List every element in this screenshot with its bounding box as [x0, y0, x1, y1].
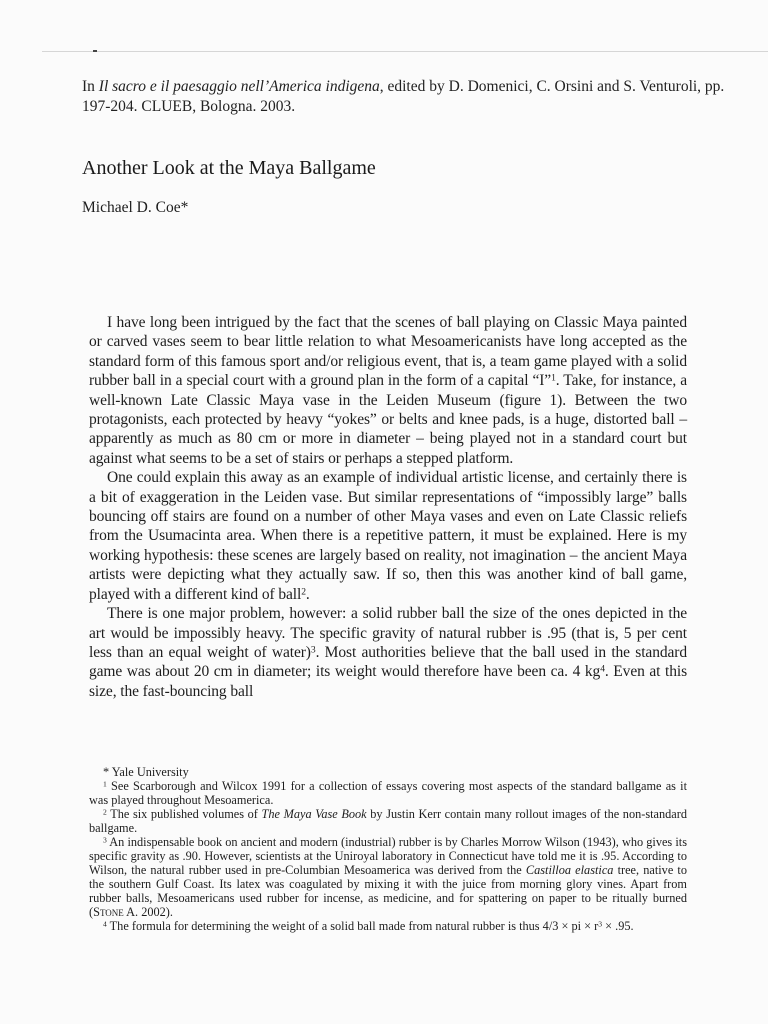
article-body: [89, 313, 687, 701]
footnote-3: $^3$ An indispensable book on ancient and modern (industrial) rubber is by Charles Morrow Wilson (1943), who gives its specific gravity as .90. However, scientists at the Uniroyal laboratory in Connecticut have told me it is .95. According to Wilson, the natural rubber used in pre-Columbian Mesoamerica was derived from the Castilloa elastica tree, native to the southern Gulf Coast. Its latex was coagulated by mixing it with the juice from morning glory vines. Apart from rubber balls, Mesoamericans used rubber for incense, as medicine, and for spattering on paper to be ritually burned (Stone A. 2002).: [89, 835, 687, 919]
footnote-affiliation: * Yale University: [103, 765, 189, 779]
citation: [82, 77, 742, 117]
scan-mark: [93, 50, 97, 52]
footnote-ref-1: 1: [551, 372, 556, 384]
paragraph-2: One could explain this away as an example of individual artistic license, and certainly there is a bit of exaggeration in the Leiden vase. But similar representations of “impossibly large” balls bouncing off stairs are found on a number of other Maya vases and even on Late Classic reliefs from the Usumacinta area. When there is a repetitive pattern, it must be explained. Here is my working hypothesis: these scenes are largely based on reality, not imagination – the ancient Maya artists were depicting what they actually saw. If so, then this was another kind of ball game, played with a different kind of ball$^2$.: [89, 469, 687, 603]
article-author: Michael D. Coe*: [82, 199, 189, 216]
citation-details: , edited by D. Domenici, C. Orsini and S. Venturoli, pp. 197-204. CLUEB, Bologna. 2003.: [82, 78, 725, 115]
article-title: Another Look at the Maya Ballgame: [82, 157, 376, 179]
footnote-1: $^1$ See Scarborough and Wilcox 1991 for a collection of essays covering most aspects of the standard ballgame as it was played throughout Mesoamerica.: [89, 779, 687, 807]
scan-edge-line: [42, 51, 768, 52]
footnote-ref-3: 3: [310, 644, 316, 656]
footnote-ref-2: 2: [301, 586, 306, 598]
footnote-2: $^2$ The six published volumes of The Maya Vase Book by Justin Kerr contain many rollout images of the non-standard ballgame.: [89, 807, 687, 835]
paragraph-1: I have long been intrigued by the fact that the scenes of ball playing on Classic Maya painted or carved vases seem to bear little relation to what Mesoamericanists have long accepted as the standard form of this famous sport and/or religious event, that is, a team game played with a solid rubber ball in a special court with a ground plan in the form of a capital “I”$^1$. Take, for instance, a well-known Late Classic Maya vase in the Leiden Museum (figure 1). Between the two protagonists, each protected by heavy “yokes” or belts and knee pads, is a huge, distorted ball – apparently as much as 80 cm or more in diameter – being played not in a standard court but against what seems to be a set of stairs or perhaps a stepped platform.: [89, 314, 688, 467]
footnote-ref-4: 4: [600, 664, 605, 675]
citation-prefix: In: [82, 78, 99, 95]
footnote-4: $^4$ The formula for determining the weight of a solid ball made from natural rubber is thus 4/3 × pi × $r^3 \times .95$.: [103, 919, 634, 933]
footnotes: [89, 765, 687, 933]
paragraph-3: There is one major problem, however: a solid rubber ball the size of the ones depicted in the art would be impossibly heavy. The specific gravity of natural rubber is .95 (that is, 5 per cent less than an equal weight of water)$^3$. Most authorities believe that the ball used in the standard game was about 20 cm in diameter; its weight would therefore have been ca. 4 $kg^4$. Even at this size, the fast-bouncing ball: [89, 605, 688, 700]
citation-book-title: Il sacro e il paesaggio nell’America indigena: [98, 78, 380, 95]
